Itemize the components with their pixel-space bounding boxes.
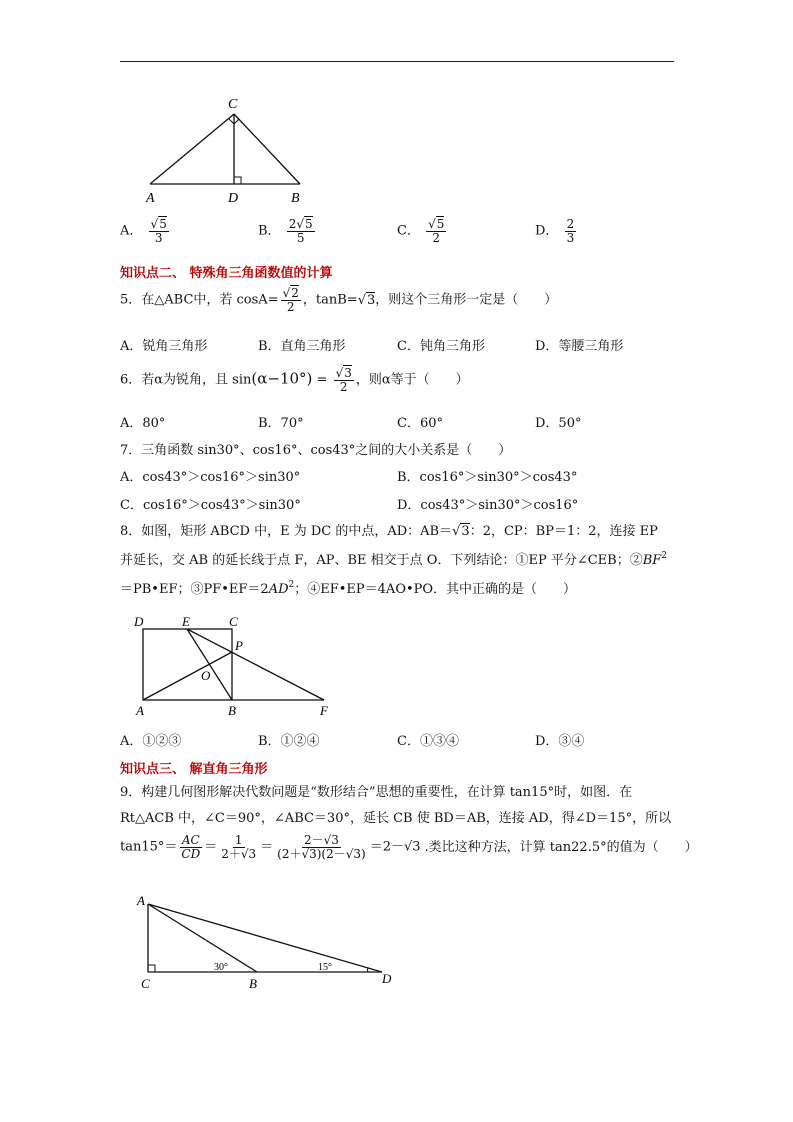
question-8-line-1: 8．如图，矩形 ABCD 中，E 为 DC 的中点，AD：AB＝√ 3：2，CP：BP＝1：2，连接 EP (120, 520, 658, 539)
q4-option-a-label: A． (120, 223, 143, 239)
segment-bc (234, 114, 300, 184)
q6-option-b[interactable]: B．70° (258, 416, 304, 431)
header-rule (120, 61, 674, 62)
label-b: B (228, 703, 236, 718)
q6-option-a[interactable]: A．80° (120, 416, 166, 431)
q5-option-c[interactable]: C．钝角三角形 (397, 339, 485, 354)
q7-option-b[interactable]: B．cos16°＞sin30°＞cos43° (397, 470, 578, 485)
label-d: D (382, 971, 392, 986)
label-a: A (137, 893, 145, 908)
q4-option-c-label: C． (397, 223, 420, 239)
label-d: D (228, 191, 239, 206)
figure-triangle-acd (132, 890, 402, 990)
segment-ad (148, 904, 382, 972)
q4-option-a[interactable] (120, 218, 171, 244)
q4-option-a-fraction: √ $\frac{5}{3}$ (149, 218, 169, 244)
q6-option-c[interactable]: C．60° (397, 416, 443, 431)
q8-option-b[interactable]: B．①②④ (258, 734, 320, 749)
label-c: C (141, 976, 150, 990)
angle-label-30: 30° (214, 962, 228, 973)
question-5: 5．在△ABC中，若 cosA= √ $\frac{2}{2}$ ，tanB=√ 3，则这个三角形一定是（ ） (120, 287, 557, 313)
segment-ac (150, 114, 234, 184)
q5-cos-fraction: √ $\frac{2}{2}$ (281, 287, 301, 313)
angle-label-15: 15° (318, 962, 332, 973)
q7-option-a[interactable]: A．cos43°＞cos16°＞sin30° (120, 470, 301, 485)
rectangle-abcd (143, 629, 232, 700)
q9-fraction-ac-cd: $\frac{AC}{CD}$ (181, 833, 201, 861)
label-d: D (134, 614, 144, 629)
label-b: B (249, 976, 257, 990)
q5-option-d[interactable]: D．等腰三角形 (535, 339, 624, 354)
q4-option-d-label: D． (535, 223, 559, 239)
label-f: F (320, 703, 328, 718)
q4-option-c[interactable] (397, 218, 448, 244)
question-8-line-3: ＝PB•EF；$③PF•EF=2AD^2$；④EF•EP＝4AO•PO．其中正确的是（ ） (120, 580, 577, 597)
question-9-equation: tan15°＝ $\frac{AC}{CD}$ ＝ $\frac{1}{2+√3}$ ＝ $\frac{2-√3}{(2+√3)(2-√3)}$ ＝2－√3 .类比这种方法，计算 tan22.5°的值为（ ） (120, 833, 698, 861)
label-c: C (228, 97, 238, 112)
q4-option-c-fraction: √ $\frac{5}{2}$ (426, 218, 446, 244)
question-9-line-2: Rt△ACB 中，∠C＝90°，∠ABC＝30°，延长 CB 使 BD＝AB，连接 AD，得∠D＝15°，所以 (120, 811, 672, 826)
label-a: A (136, 703, 144, 718)
label-e: E (182, 614, 190, 629)
segment-ab (148, 904, 257, 972)
question-7: 7．三角函数 sin30°、cos16°、cos43°之间的大小关系是（ ） (120, 443, 512, 458)
label-a: A (146, 191, 155, 206)
q5-option-a[interactable]: A．锐角三角形 (120, 339, 208, 354)
question-6: 6．若α为锐角，且 sin(α−10°) = √ $\frac{3}{2}$ ，则α等于（ ） (120, 367, 469, 393)
figure-rectangle-abcd (128, 612, 338, 720)
q7-option-c[interactable]: C．cos16°＞cos43°＞sin30° (120, 498, 301, 513)
q7-option-d[interactable]: D．cos43°＞sin30°＞cos16° (397, 498, 579, 513)
q8-option-d[interactable]: D．③④ (535, 734, 585, 749)
q6-option-d[interactable]: D．50° (535, 416, 582, 431)
q4-option-b-fraction: $\frac{2√ 5}{5}$ (287, 218, 315, 244)
label-b: B (291, 191, 300, 206)
segment-ap (143, 652, 232, 700)
section-2-title: 知识点二、 特殊角三角函数值的计算 (120, 266, 333, 281)
label-c: C (229, 614, 238, 629)
q6-fraction: √ $\frac{3}{2}$ (334, 367, 354, 393)
right-angle-mark-d (234, 177, 241, 184)
q4-option-d[interactable] (535, 218, 578, 244)
q9-fraction-2: $\frac{2-√3}{(2+√3)(2-√3)}$ (277, 833, 366, 861)
q4-option-b[interactable] (258, 218, 317, 244)
question-8-line-2: 并延长，交 AB 的延长线于点 F，AP、BE 相交于点 O．下列结论：①EP 平分∠CEB；$②BF^2$ (120, 551, 668, 568)
q9-fraction-1: $\frac{1}{2+√3}$ (221, 833, 257, 861)
q4-option-b-label: B． (258, 223, 281, 239)
q4-option-d-fraction: $\frac{2}{3}$ (566, 217, 575, 245)
label-p: P (235, 638, 243, 653)
label-o: O (201, 668, 211, 683)
q8-option-a[interactable]: A．①②③ (120, 734, 182, 749)
section-3-title: 知识点三、 解直角三角形 (120, 762, 268, 777)
question-9-line-1: 9．构建几何图形解决代数问题是“数形结合”思想的重要性，在计算 tan15°时，如图．在 (120, 785, 633, 800)
figure-triangle-abc (140, 92, 320, 207)
q8-option-c[interactable]: C．①③④ (397, 734, 459, 749)
q5-option-b[interactable]: B．直角三角形 (258, 339, 346, 354)
right-angle-mark-c (148, 965, 155, 972)
angle-arc-d (368, 968, 369, 972)
